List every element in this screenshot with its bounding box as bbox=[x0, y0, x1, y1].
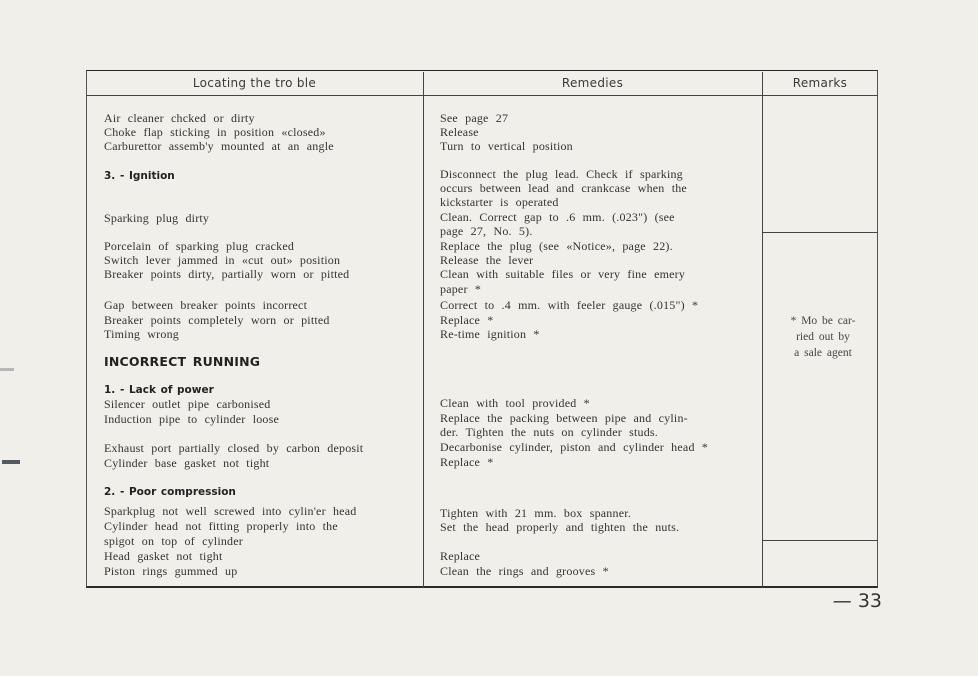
remedy-row: Set the head properly and tighten the nuts. bbox=[440, 520, 680, 534]
locating-row: Gap between breaker points incorrect bbox=[104, 298, 308, 312]
locating-row: Breaker points completely worn or pitted bbox=[104, 313, 330, 327]
column-divider bbox=[423, 72, 424, 588]
locating-row: Switch lever jammed in «cut out» position bbox=[104, 253, 341, 267]
section-heading: 1. - Lack of power bbox=[104, 384, 214, 396]
remedy-row: Correct to .4 mm. with feeler gauge (.015") * bbox=[440, 298, 699, 312]
locating-row: Induction pipe to cylinder loose bbox=[104, 412, 280, 426]
remedy-row: Release bbox=[440, 125, 479, 139]
section-title: INCORRECT RUNNING bbox=[104, 354, 261, 369]
remarks-rule bbox=[762, 232, 878, 233]
locating-row: Head gasket not tight bbox=[104, 549, 223, 563]
remarks-rule bbox=[762, 540, 878, 541]
remark-line: a sale agent bbox=[794, 347, 852, 359]
header-underline bbox=[86, 95, 878, 96]
locating-row: Timing wrong bbox=[104, 327, 179, 341]
locating-row: Carburettor assemb'y mounted at an angle bbox=[104, 139, 334, 153]
remedy-row: occurs between lead and crankcase when the bbox=[440, 181, 687, 195]
locating-row: spigot on top of cylinder bbox=[104, 534, 243, 548]
locating-row: Cylinder head not fitting properly into the bbox=[104, 519, 338, 533]
remedy-row: Decarbonise cylinder, piston and cylinder head * bbox=[440, 440, 709, 454]
locating-row: Sparking plug dirty bbox=[104, 211, 210, 225]
remedy-row: Re-time ignition * bbox=[440, 327, 540, 341]
remedy-row: der. Tighten the nuts on cylinder studs. bbox=[440, 425, 658, 439]
locating-row: Porcelain of sparking plug cracked bbox=[104, 239, 295, 253]
locating-row: Breaker points dirty, partially worn or pitted bbox=[104, 267, 350, 281]
remedy-row: Replace bbox=[440, 549, 481, 563]
remedy-row: Clean the rings and grooves * bbox=[440, 564, 609, 578]
page-number: — 33 bbox=[832, 590, 882, 612]
header-remarks: Remarks bbox=[792, 76, 848, 90]
locating-row: Silencer outlet pipe carbonised bbox=[104, 397, 271, 411]
remedy-row: Replace * bbox=[440, 455, 494, 469]
remedy-row: paper * bbox=[440, 282, 482, 296]
remedy-row: kickstarter is operated bbox=[440, 195, 559, 209]
remedy-row: Clean with tool provided * bbox=[440, 396, 590, 410]
remark-line: ried out by bbox=[796, 331, 850, 343]
locating-row: Cylinder base gasket not tight bbox=[104, 456, 270, 470]
remedy-row: Release the lever bbox=[440, 253, 534, 267]
locating-row: Choke flap sticking in position «closed» bbox=[104, 125, 326, 139]
remedy-row: Clean. Correct gap to .6 mm. (.023") (see bbox=[440, 210, 675, 224]
margin-mark bbox=[2, 460, 20, 464]
remark-line: * Mo be car- bbox=[790, 315, 856, 327]
column-divider bbox=[762, 72, 763, 588]
remedy-row: Replace the plug (see «Notice», page 22). bbox=[440, 239, 673, 253]
header-locating: Locating the tro ble bbox=[192, 76, 317, 90]
section-heading: 3. - Ignition bbox=[104, 170, 175, 182]
remedy-row: See page 27 bbox=[440, 111, 509, 125]
remedy-row: Clean with suitable files or very fine emery bbox=[440, 267, 686, 281]
locating-row: Air cleaner chcked or dirty bbox=[104, 111, 255, 125]
header-remedies: Remedies bbox=[561, 76, 624, 90]
locating-row: Sparkplug not well screwed into cylin'er head bbox=[104, 504, 357, 518]
remedy-row: Replace the packing between pipe and cylin- bbox=[440, 411, 688, 425]
remedy-row: Turn to vertical position bbox=[440, 139, 573, 153]
locating-row: Piston rings gummed up bbox=[104, 564, 238, 578]
section-heading: 2. - Poor compression bbox=[104, 486, 236, 498]
remedy-row: Tighten with 21 mm. box spanner. bbox=[440, 506, 631, 520]
remedy-row: Disconnect the plug lead. Check if sparking bbox=[440, 167, 683, 181]
remedy-row: Replace * bbox=[440, 313, 494, 327]
margin-mark bbox=[0, 368, 14, 371]
locating-row: Exhaust port partially closed by carbon deposit bbox=[104, 441, 364, 455]
remedy-row: page 27, No. 5). bbox=[440, 224, 533, 238]
